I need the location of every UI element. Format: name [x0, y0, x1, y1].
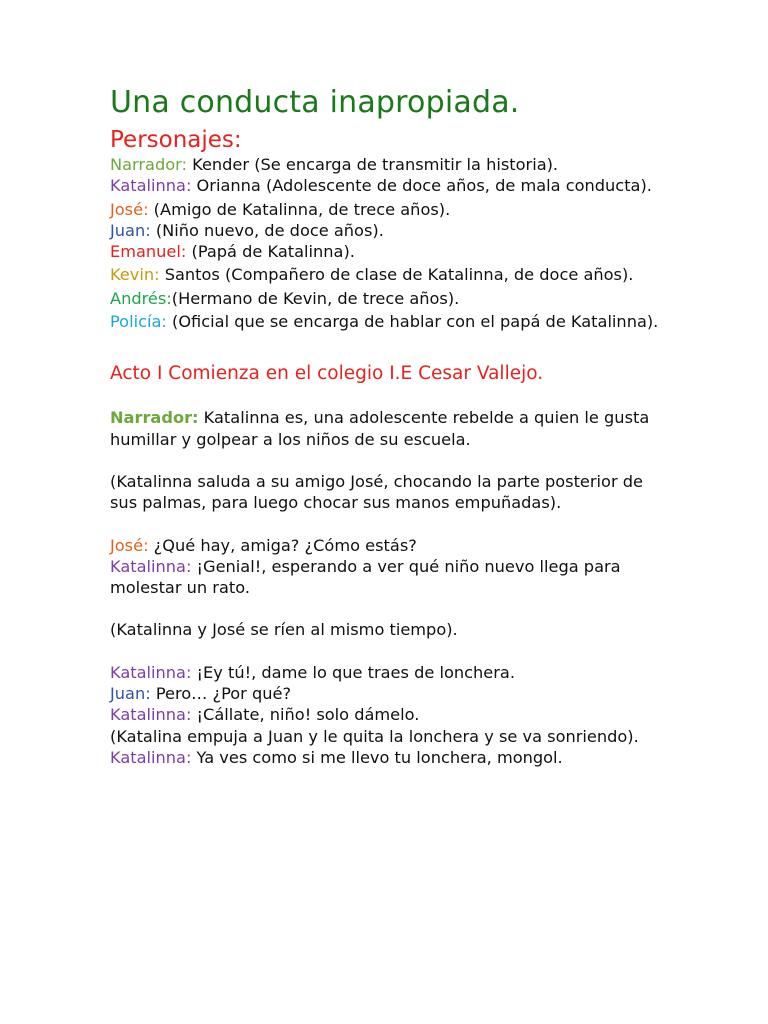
- speaker-name: Policía:: [110, 312, 167, 332]
- dialogue-line: [110, 556, 668, 599]
- speaker-name: Narrador:: [110, 155, 187, 174]
- speaker-name: Juan:: [110, 220, 151, 240]
- document-title: Una conducta inapropiada.: [110, 85, 520, 120]
- cast-description: (Oficial que se encarga de hablar con el papá de Katalinna).: [166, 312, 659, 332]
- cast-description: Orianna (Adolescente de doce años, de mala conducta).: [191, 176, 652, 196]
- cast-heading: Personajes:: [110, 127, 242, 153]
- act-heading: Acto I Comienza en el colegio I.E Cesar Vallejo.: [110, 363, 544, 385]
- cast-description: (Papá de Katalinna).: [186, 242, 355, 262]
- cast-list: [110, 154, 668, 332]
- dialogue-text: Ya ves como si me llevo tu lonchera, mongol.: [191, 747, 563, 767]
- speaker-name: Katalinna:: [110, 176, 192, 196]
- narration-text: Katalinna es, una adolescente rebelde a quien le gusta humillar y golpear a los niños de su escuela.: [110, 408, 650, 449]
- speaker-name: Katalinna:: [110, 705, 192, 725]
- cast-item-emanuel: [110, 241, 668, 262]
- dialogue-text: ¿Qué hay, amiga? ¿Cómo estás?: [148, 535, 417, 555]
- dialogue-line: [110, 683, 668, 704]
- speaker-name: Juan:: [110, 684, 151, 704]
- speaker-name: Kevin:: [110, 265, 160, 285]
- stage-direction: (Katalinna y José se ríen al mismo tiempo).: [110, 620, 458, 640]
- speaker-name: Andrés:: [110, 288, 172, 308]
- dialogue-line: [110, 535, 668, 556]
- stage-direction: (Katalinna saluda a su amigo José, chocando la parte posterior de sus palmas, para luego chocar sus manos empuñadas).: [110, 471, 643, 513]
- dialogue-line: [110, 704, 668, 725]
- speaker-name: Emanuel:: [110, 242, 187, 262]
- dialogue-text: ¡Ey tú!, dame lo que traes de lonchera.: [191, 662, 515, 682]
- speaker-name: José:: [110, 199, 149, 219]
- cast-item-katalinna: [110, 175, 668, 196]
- dialogue-text: Pero… ¿Por qué?: [150, 684, 292, 704]
- speaker-name: Katalinna:: [110, 747, 192, 767]
- cast-description: (Hermano de Kevin, de trece años).: [171, 288, 460, 308]
- speaker-name: José:: [110, 535, 149, 555]
- cast-item-narrador: [110, 154, 668, 175]
- cast-item-kevin: [110, 264, 668, 285]
- speaker-name: Katalinna:: [110, 556, 192, 576]
- dialogue-text: ¡Genial!, esperando a ver qué niño nuevo llega para molestar un rato.: [110, 556, 621, 598]
- cast-item-policia: [110, 311, 668, 332]
- cast-description: Santos (Compañero de clase de Katalinna, de doce años).: [159, 265, 634, 285]
- speaker-name: Narrador:: [110, 408, 199, 428]
- cast-description: Kender (Se encarga de transmitir la historia).: [186, 155, 559, 174]
- dialogue-text: ¡Cállate, niño! solo dámelo.: [191, 705, 420, 725]
- narration-paragraph: [110, 407, 668, 450]
- cast-item-jose: [110, 199, 668, 220]
- dialogue-line: [110, 747, 668, 768]
- cast-item-andres: [110, 288, 668, 309]
- stage-direction: (Katalina empuja a Juan y le quita la lonchera y se va sonriendo).: [110, 726, 639, 746]
- cast-description: (Amigo de Katalinna, de trece años).: [148, 199, 451, 219]
- speaker-name: Katalinna:: [110, 662, 192, 682]
- cast-description: (Niño nuevo, de doce años).: [150, 220, 384, 240]
- cast-item-juan: [110, 220, 668, 241]
- dialogue-line: [110, 662, 668, 683]
